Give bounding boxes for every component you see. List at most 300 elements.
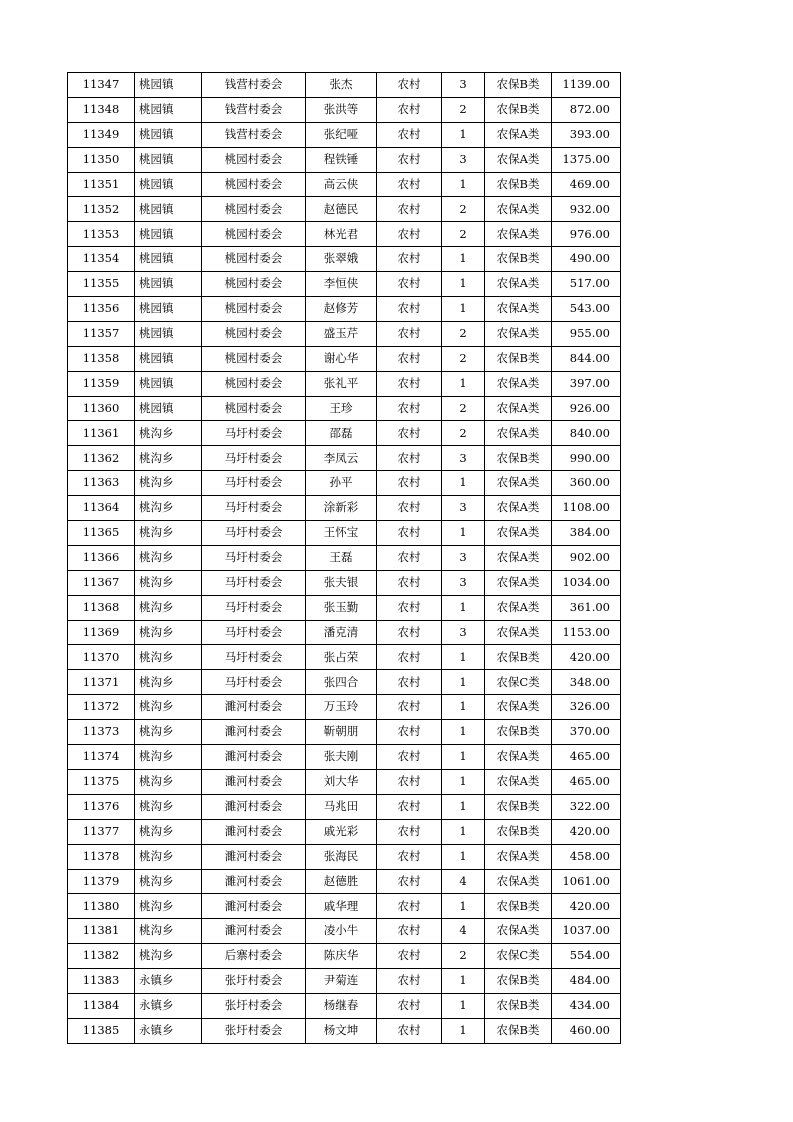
person-name-cell: 高云侠 — [306, 172, 377, 197]
insurance-category-cell: 农保B类 — [485, 819, 552, 844]
record-id-cell: 11384 — [68, 993, 135, 1018]
area-type-cell: 农村 — [377, 944, 442, 969]
area-type-cell: 农村 — [377, 695, 442, 720]
person-name-cell: 张翠娥 — [306, 247, 377, 272]
insurance-category-cell: 农保A类 — [485, 695, 552, 720]
town-cell: 桃沟乡 — [135, 521, 202, 546]
person-name-cell: 凌小牛 — [306, 919, 377, 944]
village-committee-cell: 濉河村委会 — [202, 794, 306, 819]
village-committee-cell: 马圩村委会 — [202, 446, 306, 471]
insurance-category-cell: 农保A类 — [485, 521, 552, 546]
person-name-cell: 靳朝朋 — [306, 720, 377, 745]
village-committee-cell: 马圩村委会 — [202, 645, 306, 670]
household-count-cell: 3 — [442, 570, 485, 595]
town-cell: 桃沟乡 — [135, 545, 202, 570]
household-count-cell: 1 — [442, 471, 485, 496]
record-id-cell: 11363 — [68, 471, 135, 496]
area-type-cell: 农村 — [377, 969, 442, 994]
town-cell: 桃沟乡 — [135, 919, 202, 944]
household-count-cell: 3 — [442, 620, 485, 645]
person-name-cell: 张纪哑 — [306, 122, 377, 147]
record-id-cell: 11355 — [68, 272, 135, 297]
household-count-cell: 1 — [442, 272, 485, 297]
amount-cell: 1375.00 — [552, 147, 621, 172]
person-name-cell: 李凤云 — [306, 446, 377, 471]
amount-cell: 517.00 — [552, 272, 621, 297]
person-name-cell: 张杰 — [306, 73, 377, 98]
person-name-cell: 戚华理 — [306, 894, 377, 919]
household-count-cell: 4 — [442, 919, 485, 944]
area-type-cell: 农村 — [377, 147, 442, 172]
table-row — [68, 844, 621, 869]
area-type-cell: 农村 — [377, 297, 442, 322]
amount-cell: 976.00 — [552, 222, 621, 247]
town-cell: 桃沟乡 — [135, 819, 202, 844]
table-row — [68, 346, 621, 371]
village-committee-cell: 濉河村委会 — [202, 745, 306, 770]
record-id-cell: 11357 — [68, 321, 135, 346]
household-count-cell: 3 — [442, 545, 485, 570]
record-id-cell: 11379 — [68, 869, 135, 894]
amount-cell: 554.00 — [552, 944, 621, 969]
table-row — [68, 147, 621, 172]
village-committee-cell: 桃园村委会 — [202, 371, 306, 396]
amount-cell: 420.00 — [552, 645, 621, 670]
village-committee-cell: 马圩村委会 — [202, 421, 306, 446]
amount-cell: 465.00 — [552, 745, 621, 770]
insurance-category-cell: 农保A类 — [485, 371, 552, 396]
area-type-cell: 农村 — [377, 570, 442, 595]
record-id-cell: 11354 — [68, 247, 135, 272]
household-count-cell: 1 — [442, 172, 485, 197]
household-count-cell: 2 — [442, 197, 485, 222]
village-committee-cell: 濉河村委会 — [202, 919, 306, 944]
village-committee-cell: 桃园村委会 — [202, 147, 306, 172]
town-cell: 桃沟乡 — [135, 496, 202, 521]
table-row — [68, 172, 621, 197]
person-name-cell: 刘大华 — [306, 769, 377, 794]
person-name-cell: 赵德民 — [306, 197, 377, 222]
insurance-category-cell: 农保B类 — [485, 894, 552, 919]
village-committee-cell: 濉河村委会 — [202, 894, 306, 919]
area-type-cell: 农村 — [377, 321, 442, 346]
record-id-cell: 11347 — [68, 73, 135, 98]
area-type-cell: 农村 — [377, 496, 442, 521]
household-count-cell: 1 — [442, 769, 485, 794]
town-cell: 桃园镇 — [135, 222, 202, 247]
record-id-cell: 11371 — [68, 670, 135, 695]
town-cell: 桃沟乡 — [135, 695, 202, 720]
person-name-cell: 张玉勤 — [306, 595, 377, 620]
insurance-category-cell: 农保B类 — [485, 969, 552, 994]
record-id-cell: 11372 — [68, 695, 135, 720]
record-id-cell: 11352 — [68, 197, 135, 222]
amount-cell: 484.00 — [552, 969, 621, 994]
table-row — [68, 819, 621, 844]
table-row — [68, 521, 621, 546]
town-cell: 桃沟乡 — [135, 595, 202, 620]
amount-cell: 1034.00 — [552, 570, 621, 595]
town-cell: 永镇乡 — [135, 993, 202, 1018]
household-count-cell: 1 — [442, 521, 485, 546]
area-type-cell: 农村 — [377, 595, 442, 620]
household-count-cell: 2 — [442, 944, 485, 969]
person-name-cell: 王磊 — [306, 545, 377, 570]
record-id-cell: 11353 — [68, 222, 135, 247]
household-count-cell: 1 — [442, 819, 485, 844]
table-row — [68, 73, 621, 98]
town-cell: 永镇乡 — [135, 969, 202, 994]
amount-cell: 490.00 — [552, 247, 621, 272]
insurance-category-cell: 农保A类 — [485, 496, 552, 521]
person-name-cell: 尹菊连 — [306, 969, 377, 994]
household-count-cell: 1 — [442, 1018, 485, 1043]
record-id-cell: 11370 — [68, 645, 135, 670]
table-row — [68, 570, 621, 595]
insurance-category-cell: 农保A类 — [485, 297, 552, 322]
town-cell: 桃园镇 — [135, 73, 202, 98]
household-count-cell: 1 — [442, 645, 485, 670]
table-row — [68, 769, 621, 794]
town-cell: 桃沟乡 — [135, 570, 202, 595]
person-name-cell: 马兆田 — [306, 794, 377, 819]
insurance-category-cell: 农保A类 — [485, 919, 552, 944]
table-row — [68, 545, 621, 570]
amount-cell: 361.00 — [552, 595, 621, 620]
area-type-cell: 农村 — [377, 645, 442, 670]
town-cell: 桃园镇 — [135, 321, 202, 346]
amount-cell: 460.00 — [552, 1018, 621, 1043]
table-row — [68, 446, 621, 471]
town-cell: 桃园镇 — [135, 297, 202, 322]
household-count-cell: 2 — [442, 97, 485, 122]
town-cell: 桃园镇 — [135, 197, 202, 222]
household-count-cell: 3 — [442, 446, 485, 471]
insurance-category-cell: 农保C类 — [485, 670, 552, 695]
insurance-category-cell: 农保B类 — [485, 346, 552, 371]
amount-cell: 1061.00 — [552, 869, 621, 894]
town-cell: 桃园镇 — [135, 396, 202, 421]
insurance-category-cell: 农保B类 — [485, 172, 552, 197]
town-cell: 桃园镇 — [135, 247, 202, 272]
insurance-category-cell: 农保A类 — [485, 620, 552, 645]
amount-cell: 1108.00 — [552, 496, 621, 521]
person-name-cell: 张礼平 — [306, 371, 377, 396]
table-row — [68, 1018, 621, 1043]
record-id-cell: 11375 — [68, 769, 135, 794]
insurance-category-cell: 农保A类 — [485, 396, 552, 421]
area-type-cell: 农村 — [377, 745, 442, 770]
area-type-cell: 农村 — [377, 272, 442, 297]
insurance-category-cell: 农保A类 — [485, 570, 552, 595]
insurance-category-cell: 农保B类 — [485, 794, 552, 819]
insurance-category-cell: 农保A类 — [485, 421, 552, 446]
insurance-category-cell: 农保B类 — [485, 720, 552, 745]
record-id-cell: 11381 — [68, 919, 135, 944]
person-name-cell: 张海民 — [306, 844, 377, 869]
amount-cell: 465.00 — [552, 769, 621, 794]
village-committee-cell: 张圩村委会 — [202, 1018, 306, 1043]
area-type-cell: 农村 — [377, 919, 442, 944]
record-id-cell: 11374 — [68, 745, 135, 770]
amount-cell: 844.00 — [552, 346, 621, 371]
household-count-cell: 1 — [442, 670, 485, 695]
village-committee-cell: 马圩村委会 — [202, 595, 306, 620]
insurance-category-cell: 农保A类 — [485, 595, 552, 620]
village-committee-cell: 濉河村委会 — [202, 769, 306, 794]
amount-cell: 1037.00 — [552, 919, 621, 944]
person-name-cell: 邵磊 — [306, 421, 377, 446]
table-row — [68, 297, 621, 322]
person-name-cell: 赵德胜 — [306, 869, 377, 894]
household-count-cell: 1 — [442, 745, 485, 770]
town-cell: 桃沟乡 — [135, 620, 202, 645]
area-type-cell: 农村 — [377, 446, 442, 471]
village-committee-cell: 马圩村委会 — [202, 545, 306, 570]
village-committee-cell: 马圩村委会 — [202, 620, 306, 645]
village-committee-cell: 马圩村委会 — [202, 496, 306, 521]
table-row — [68, 321, 621, 346]
table-row — [68, 944, 621, 969]
record-id-cell: 11378 — [68, 844, 135, 869]
household-count-cell: 1 — [442, 894, 485, 919]
table-row — [68, 222, 621, 247]
household-count-cell: 1 — [442, 297, 485, 322]
household-count-cell: 1 — [442, 371, 485, 396]
person-name-cell: 谢心华 — [306, 346, 377, 371]
person-name-cell: 万玉玲 — [306, 695, 377, 720]
table-row — [68, 695, 621, 720]
area-type-cell: 农村 — [377, 97, 442, 122]
village-committee-cell: 濉河村委会 — [202, 819, 306, 844]
village-committee-cell: 桃园村委会 — [202, 321, 306, 346]
area-type-cell: 农村 — [377, 73, 442, 98]
amount-cell: 902.00 — [552, 545, 621, 570]
record-id-cell: 11364 — [68, 496, 135, 521]
area-type-cell: 农村 — [377, 794, 442, 819]
table-row — [68, 272, 621, 297]
amount-cell: 469.00 — [552, 172, 621, 197]
record-id-cell: 11358 — [68, 346, 135, 371]
household-count-cell: 4 — [442, 869, 485, 894]
records-table — [67, 72, 621, 1044]
table-row — [68, 247, 621, 272]
area-type-cell: 农村 — [377, 346, 442, 371]
area-type-cell: 农村 — [377, 421, 442, 446]
record-id-cell: 11359 — [68, 371, 135, 396]
village-committee-cell: 濉河村委会 — [202, 869, 306, 894]
table-row — [68, 919, 621, 944]
insurance-category-cell: 农保A类 — [485, 321, 552, 346]
person-name-cell: 李恒侠 — [306, 272, 377, 297]
person-name-cell: 张占荣 — [306, 645, 377, 670]
table-row — [68, 720, 621, 745]
record-id-cell: 11351 — [68, 172, 135, 197]
person-name-cell: 杨继春 — [306, 993, 377, 1018]
area-type-cell: 农村 — [377, 521, 442, 546]
household-count-cell: 3 — [442, 73, 485, 98]
household-count-cell: 2 — [442, 321, 485, 346]
person-name-cell: 戚光彩 — [306, 819, 377, 844]
person-name-cell: 孙平 — [306, 471, 377, 496]
table-row — [68, 421, 621, 446]
village-committee-cell: 张圩村委会 — [202, 969, 306, 994]
person-name-cell: 张夫刚 — [306, 745, 377, 770]
insurance-category-cell: 农保A类 — [485, 197, 552, 222]
town-cell: 永镇乡 — [135, 1018, 202, 1043]
record-id-cell: 11366 — [68, 545, 135, 570]
area-type-cell: 农村 — [377, 396, 442, 421]
village-committee-cell: 濉河村委会 — [202, 844, 306, 869]
amount-cell: 990.00 — [552, 446, 621, 471]
insurance-category-cell: 农保A类 — [485, 122, 552, 147]
record-id-cell: 11356 — [68, 297, 135, 322]
insurance-category-cell: 农保A类 — [485, 769, 552, 794]
town-cell: 桃园镇 — [135, 122, 202, 147]
area-type-cell: 农村 — [377, 869, 442, 894]
amount-cell: 1153.00 — [552, 620, 621, 645]
records-table-body — [68, 73, 621, 1044]
record-id-cell: 11382 — [68, 944, 135, 969]
town-cell: 桃沟乡 — [135, 869, 202, 894]
table-row — [68, 670, 621, 695]
table-row — [68, 794, 621, 819]
amount-cell: 932.00 — [552, 197, 621, 222]
village-committee-cell: 桃园村委会 — [202, 247, 306, 272]
insurance-category-cell: 农保A类 — [485, 745, 552, 770]
town-cell: 桃沟乡 — [135, 745, 202, 770]
table-row — [68, 197, 621, 222]
person-name-cell: 王怀宝 — [306, 521, 377, 546]
record-id-cell: 11365 — [68, 521, 135, 546]
person-name-cell: 杨文坤 — [306, 1018, 377, 1043]
village-committee-cell: 马圩村委会 — [202, 471, 306, 496]
record-id-cell: 11349 — [68, 122, 135, 147]
household-count-cell: 2 — [442, 346, 485, 371]
table-row — [68, 595, 621, 620]
area-type-cell: 农村 — [377, 819, 442, 844]
person-name-cell: 林光君 — [306, 222, 377, 247]
area-type-cell: 农村 — [377, 197, 442, 222]
village-committee-cell: 桃园村委会 — [202, 346, 306, 371]
record-id-cell: 11367 — [68, 570, 135, 595]
record-id-cell: 11376 — [68, 794, 135, 819]
table-row — [68, 620, 621, 645]
person-name-cell: 张四合 — [306, 670, 377, 695]
record-id-cell: 11348 — [68, 97, 135, 122]
town-cell: 桃沟乡 — [135, 944, 202, 969]
town-cell: 桃园镇 — [135, 346, 202, 371]
amount-cell: 397.00 — [552, 371, 621, 396]
record-id-cell: 11380 — [68, 894, 135, 919]
household-count-cell: 1 — [442, 720, 485, 745]
household-count-cell: 1 — [442, 844, 485, 869]
area-type-cell: 农村 — [377, 620, 442, 645]
village-committee-cell: 钱营村委会 — [202, 73, 306, 98]
amount-cell: 360.00 — [552, 471, 621, 496]
table-row — [68, 869, 621, 894]
amount-cell: 926.00 — [552, 396, 621, 421]
record-id-cell: 11360 — [68, 396, 135, 421]
town-cell: 桃沟乡 — [135, 421, 202, 446]
table-row — [68, 496, 621, 521]
person-name-cell: 潘克清 — [306, 620, 377, 645]
amount-cell: 543.00 — [552, 297, 621, 322]
person-name-cell: 陈庆华 — [306, 944, 377, 969]
record-id-cell: 11377 — [68, 819, 135, 844]
village-committee-cell: 桃园村委会 — [202, 297, 306, 322]
insurance-category-cell: 农保A类 — [485, 147, 552, 172]
household-count-cell: 1 — [442, 969, 485, 994]
insurance-category-cell: 农保A类 — [485, 222, 552, 247]
person-name-cell: 王珍 — [306, 396, 377, 421]
amount-cell: 840.00 — [552, 421, 621, 446]
amount-cell: 393.00 — [552, 122, 621, 147]
town-cell: 桃沟乡 — [135, 471, 202, 496]
household-count-cell: 2 — [442, 421, 485, 446]
village-committee-cell: 后寨村委会 — [202, 944, 306, 969]
area-type-cell: 农村 — [377, 247, 442, 272]
table-row — [68, 97, 621, 122]
household-count-cell: 3 — [442, 147, 485, 172]
town-cell: 桃园镇 — [135, 172, 202, 197]
amount-cell: 420.00 — [552, 894, 621, 919]
insurance-category-cell: 农保B类 — [485, 97, 552, 122]
table-row — [68, 122, 621, 147]
area-type-cell: 农村 — [377, 769, 442, 794]
village-committee-cell: 桃园村委会 — [202, 272, 306, 297]
insurance-category-cell: 农保A类 — [485, 844, 552, 869]
town-cell: 桃园镇 — [135, 97, 202, 122]
village-committee-cell: 钱营村委会 — [202, 122, 306, 147]
town-cell: 桃沟乡 — [135, 645, 202, 670]
amount-cell: 1139.00 — [552, 73, 621, 98]
insurance-category-cell: 农保B类 — [485, 1018, 552, 1043]
village-committee-cell: 桃园村委会 — [202, 396, 306, 421]
insurance-category-cell: 农保B类 — [485, 446, 552, 471]
record-id-cell: 11361 — [68, 421, 135, 446]
person-name-cell: 张夫银 — [306, 570, 377, 595]
amount-cell: 370.00 — [552, 720, 621, 745]
amount-cell: 322.00 — [552, 794, 621, 819]
table-row — [68, 745, 621, 770]
amount-cell: 326.00 — [552, 695, 621, 720]
amount-cell: 955.00 — [552, 321, 621, 346]
town-cell: 桃沟乡 — [135, 670, 202, 695]
town-cell: 桃沟乡 — [135, 446, 202, 471]
village-committee-cell: 濉河村委会 — [202, 720, 306, 745]
insurance-category-cell: 农保A类 — [485, 545, 552, 570]
table-row — [68, 969, 621, 994]
village-committee-cell: 马圩村委会 — [202, 670, 306, 695]
town-cell: 桃园镇 — [135, 147, 202, 172]
village-committee-cell: 钱营村委会 — [202, 97, 306, 122]
area-type-cell: 农村 — [377, 545, 442, 570]
amount-cell: 384.00 — [552, 521, 621, 546]
household-count-cell: 2 — [442, 396, 485, 421]
person-name-cell: 张洪等 — [306, 97, 377, 122]
village-committee-cell: 濉河村委会 — [202, 695, 306, 720]
record-id-cell: 11369 — [68, 620, 135, 645]
area-type-cell: 农村 — [377, 371, 442, 396]
insurance-category-cell: 农保B类 — [485, 73, 552, 98]
area-type-cell: 农村 — [377, 471, 442, 496]
household-count-cell: 1 — [442, 247, 485, 272]
table-row — [68, 471, 621, 496]
household-count-cell: 1 — [442, 122, 485, 147]
person-name-cell: 盛玉芹 — [306, 321, 377, 346]
record-id-cell: 11383 — [68, 969, 135, 994]
